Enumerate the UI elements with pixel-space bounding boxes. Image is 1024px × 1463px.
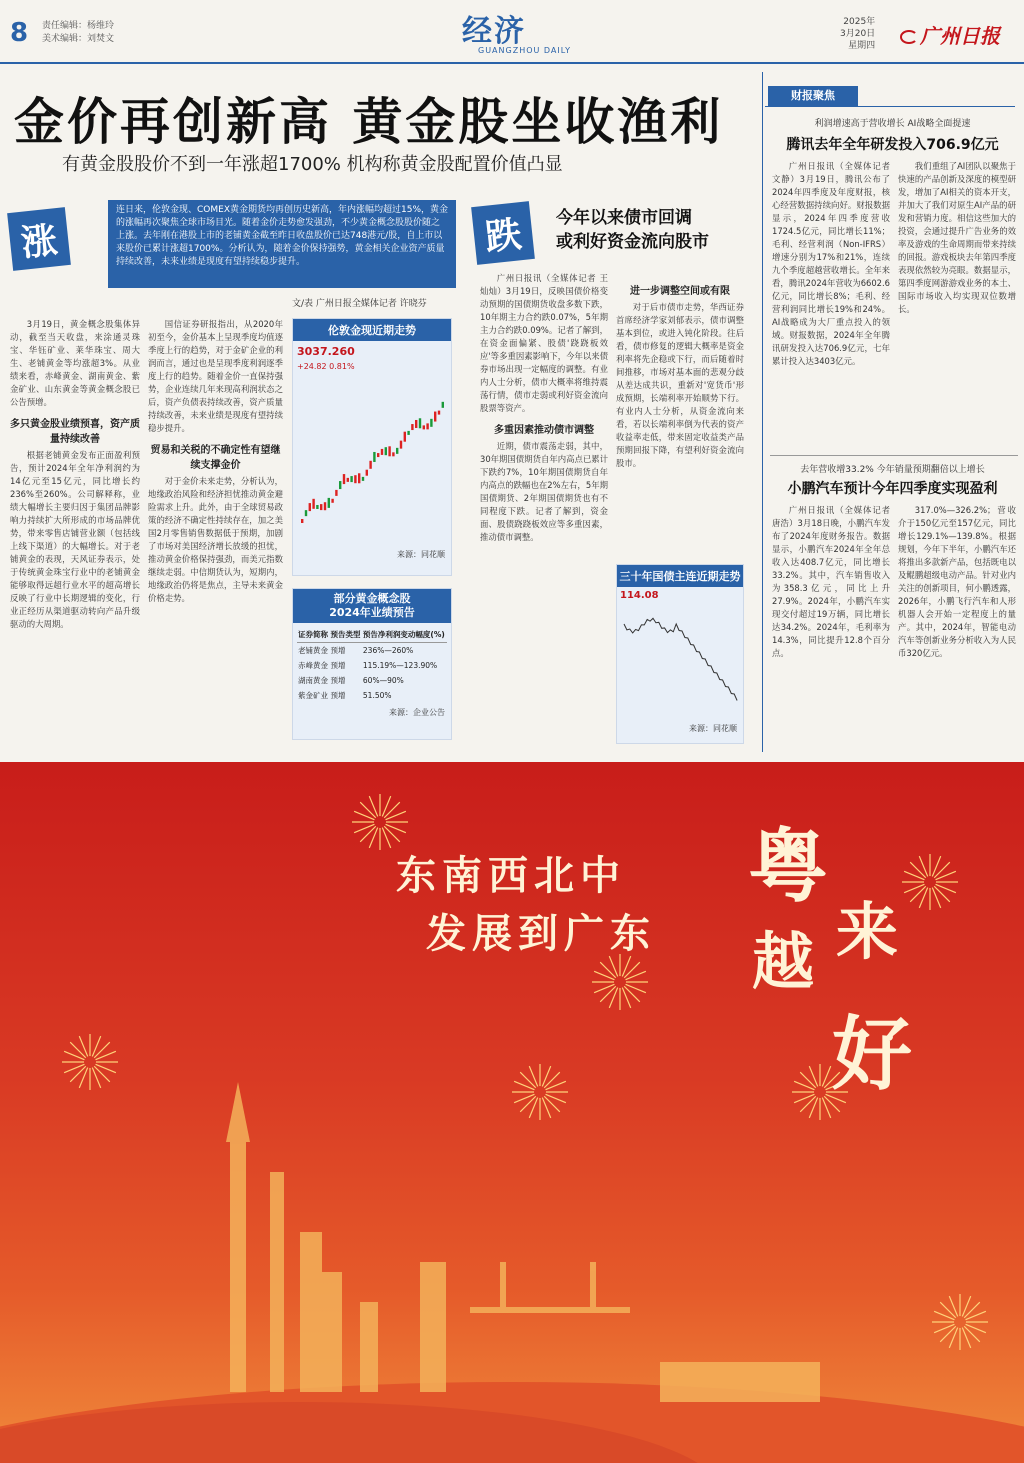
table-header: 证券简称 [297, 627, 329, 643]
firework-ray [622, 988, 630, 1008]
header-rule [0, 62, 1024, 64]
firework-ray [520, 1096, 536, 1112]
fall-title-line: 今年以来债市回调 [556, 208, 692, 228]
table-cell: 紫金矿业 [298, 691, 328, 700]
table-row [297, 688, 447, 703]
firework-ray [962, 1328, 970, 1348]
candlestick [423, 425, 425, 429]
page-number: 8 [10, 18, 29, 48]
fall-title [556, 206, 709, 254]
paragraph: 国信证券研报指出，从2020年初至今，金价基本上呈现季度均值逐季度上行的趋势，对于金矿企业的利润而言，通过也是呈现季度利润逐季度上行的趋势。随着金价一直保持强势，企业连续几年来现高利润状态之后，资产负债表持续改善，资产质量持续改善，未来业绩是现度有望持续稳步提升。 [148, 319, 283, 433]
story1-kicker: 利润增速高于营收增长 AI战略全面提速 [814, 119, 971, 129]
banner-char-yue: 粤 [748, 819, 828, 913]
banner-line-2: 发展到广东 [426, 910, 656, 957]
firework-ray [369, 796, 377, 816]
section-title: 经济 [462, 14, 526, 49]
firework-ray [384, 826, 400, 842]
firework-ray [910, 886, 926, 902]
table-cell: 60%—90% [362, 676, 404, 685]
candlestick [373, 452, 375, 462]
table-cell: 赤峰黄金 [298, 661, 328, 670]
candlestick [407, 431, 409, 435]
subheading: 多只黄金股业绩预喜，资产质量持续改善 [10, 419, 140, 445]
firework-ray [934, 862, 950, 878]
firework-ray [79, 1068, 87, 1088]
firework-ray [520, 1072, 536, 1088]
firework-ray [949, 1296, 957, 1316]
candlestick [369, 461, 371, 469]
paragraph: 广州日报讯（全媒体记者 文静）3月19日，腾讯公布了2024年四季度及年度财报，核心经营数据持续向好。财报数据显示，2024年四季度营收1724.5亿元，同比增长11%；毛利、经营利润（Non-IFRS）增速分别为17%和21%，连续九个季度超越营收增长。全年来看，腾讯2024年营收为6602.6亿元，同比增长8%；毛利、经营利润同比增长19%和24%。AI战略成为大厂重点投入的领域。财报数据，2024年全年腾讯研发投入达706.9亿元，七年累计投入达3403亿元。 [772, 161, 890, 366]
firework-ray [92, 1036, 100, 1056]
firework-ray [964, 1302, 980, 1318]
gold-price: 3037.260 [297, 345, 355, 358]
fall-column-2 [616, 276, 744, 556]
candlestick [312, 499, 314, 509]
firework-ray [964, 1326, 980, 1342]
firework-ray [966, 1311, 986, 1319]
candlestick [343, 474, 345, 484]
firework-ray [822, 1066, 830, 1086]
firework-ray [962, 1296, 970, 1316]
date-weekday: 星期四 [848, 41, 876, 51]
firework-ray [940, 1326, 956, 1342]
candlestick [309, 503, 311, 511]
firework-ray [934, 1311, 954, 1319]
paragraph: 对于后市债市走势，华西证券首席经济学家刘郁表示，债市调整基本到位，或进入钝化阶段。往后看，债市修复的逻辑大概率是资金利率将先企稳或下行，而后随着时间推移，市场对基本面的悲观分歧从差达成共识，重新对'宽货币'形成预期，长端利率开始顺势下行。有业内人士分析，从资金流向来看，若以长端利率倒为代表的资产收益率走低，带来固定收益类产品预期回报下降，有望利好资金流向股市。 [616, 302, 744, 468]
table-cell: 老铺黄金 [298, 646, 328, 655]
promo-banner [0, 762, 1024, 1463]
firework-ray [626, 971, 646, 979]
firework-ray [932, 888, 940, 908]
firework-ray [809, 1098, 817, 1118]
candlestick [411, 424, 413, 430]
table-cell: 预增 [330, 646, 346, 655]
candlestick [392, 452, 394, 456]
date-year: 2025年 [843, 17, 876, 27]
table-title [293, 589, 451, 623]
firework-ray [386, 811, 406, 819]
candlestick [396, 448, 398, 454]
gold-change: +24.82 0.81% [297, 362, 355, 371]
firework-ray [386, 824, 406, 832]
firework-ray [354, 824, 374, 832]
firework-ray [79, 1036, 87, 1056]
rise-lead: 连日来，伦敦金现、COMEX黄金期货均再创历史新高，年内涨幅均超过15%，黄金的涨幅再次聚焦全球市场目光。随着金价走势愈发强劲，不少黄金概念股股价随之上涨。去年刚在港股上市的老铺黄金截至昨日收盘股价已达748港元/股，自上市以来股价已累计涨超1700%。分析认为，随着金价保持强势，黄金相关企业资产质量持续改善，未来业绩是现度有望持续稳步提升。 [108, 200, 456, 288]
fall-badge: 跌 [471, 201, 535, 265]
rise-column-2 [148, 318, 283, 758]
rise-column-1 [10, 318, 140, 758]
paragraph: 近期，债市震荡走弱，其中，30年期国债期货自年内高点已累计下跌约7%，10年期国债期货自年内高点的跌幅也在2%左右，5年期国债期货、2年期国债期货也有不同程度下跌。记者了解到，资金面、股债跷跷板效应等多重因素，推动债市调整。 [480, 441, 608, 542]
firework-ray [70, 1066, 86, 1082]
table-title-line: 2024年业绩预告 [329, 606, 415, 619]
table-cell: 预增 [330, 691, 346, 700]
firework-ray [594, 984, 614, 992]
sidebar-rule [765, 106, 1015, 107]
firework-ray [940, 1302, 956, 1318]
gold-chart-title: 伦敦金现近期走势 [293, 319, 451, 341]
newspaper-logo [900, 20, 1000, 49]
candlestick [331, 499, 333, 503]
table-row [297, 658, 447, 673]
candlestick [442, 402, 444, 408]
editor-line: 责任编辑：杨维玲 [42, 21, 115, 31]
firework-ray [600, 962, 616, 978]
main-headline: 金价再创新高 黄金股坐收渔利 [14, 92, 724, 151]
firework-ray [514, 1081, 534, 1089]
candlestick [324, 502, 326, 510]
firework-ray [96, 1064, 116, 1072]
issue-date [840, 16, 875, 52]
bond-chart-source: 来源：同花顺 [689, 724, 737, 733]
banner-line-1: 东南西北中 [396, 852, 626, 899]
firework-ray [794, 1094, 814, 1102]
story2-title: 小鹏汽车预计今年四季度实现盈利 [787, 481, 998, 497]
candlestick [385, 447, 387, 455]
firework-ray [949, 1328, 957, 1348]
candlestick [347, 478, 349, 482]
editor-credits [42, 20, 114, 46]
firework-ray [94, 1042, 110, 1058]
candlestick [419, 418, 421, 428]
bond-price: 114.08 [620, 590, 659, 601]
candlestick [430, 419, 432, 427]
candlestick [305, 510, 307, 516]
firework-ray [360, 826, 376, 842]
firework-ray [932, 856, 940, 876]
candlestick [301, 519, 303, 523]
subheading: 多重因素推动债市调整 [494, 425, 594, 436]
table-cell: 湖南黄金 [298, 676, 328, 685]
candlestick [362, 477, 364, 481]
firework-ray [542, 1098, 550, 1118]
sidebar-tag: 财报聚焦 [768, 86, 858, 106]
candlestick [381, 449, 383, 455]
candlestick [328, 498, 330, 508]
firework-ray [624, 962, 640, 978]
candlestick [438, 411, 440, 415]
firework-ray [800, 1096, 816, 1112]
candlestick [354, 475, 356, 483]
story1-title: 腾讯去年全年研发投入706.9亿元 [786, 137, 999, 153]
earnings-table [297, 627, 447, 703]
firework-ray [600, 986, 616, 1002]
date-day: 3月20日 [840, 29, 876, 39]
firework-ray [94, 1066, 110, 1082]
paragraph: 广州日报讯（全媒体记者 王灿灿）3月19日，反映国债价格变动预期的国债期货收盘多数下跌，10年期主力合约跌0.07%，5年期主力合约跌0.09%。记者了解到，在资金面偏紧、股债'跷跷板效应'等多重因素影响下，今年以来债券市场出现一定幅度的调整。有业内人士分析，债市大概率将维持震荡行情，债市走弱或利好资金流向股票等资产。 [480, 273, 608, 413]
firework-ray [966, 1324, 986, 1332]
banner-char-hao: 好 [832, 1007, 912, 1101]
candlestick [388, 446, 390, 456]
subheading: 进一步调整空间或有限 [630, 286, 730, 297]
candlestick [335, 490, 337, 496]
story2-column-2 [898, 504, 1016, 744]
firework-ray [360, 802, 376, 818]
firework-ray [822, 1098, 830, 1118]
firework-ray [609, 988, 617, 1008]
candlestick [316, 505, 318, 509]
firework-ray [546, 1081, 566, 1089]
candlestick [400, 441, 402, 449]
firework-ray [919, 888, 927, 908]
firework-ray [544, 1096, 560, 1112]
fall-title-line: 或利好资金流向股市 [556, 232, 709, 252]
firework-ray [904, 884, 924, 892]
firework-ray [919, 856, 927, 876]
firework-ray [626, 984, 646, 992]
table-header: 预告类型 [329, 627, 361, 643]
logo-text: 广州日报 [920, 24, 1000, 48]
candlestick [404, 432, 406, 442]
story-divider [770, 455, 1018, 456]
table-row [297, 643, 447, 659]
firework-ray [384, 802, 400, 818]
candlestick [377, 453, 379, 457]
firework-ray [624, 986, 640, 1002]
logo-swoosh-icon [900, 30, 918, 44]
table-title-line: 部分黄金概念股 [333, 592, 411, 605]
section-title-en: GUANGZHOU DAILY [478, 46, 572, 55]
sidebar-divider [762, 72, 763, 752]
paragraph: 我们重组了AI团队以聚焦于快速的产品创新及深度的模型研发，增加了AI相关的资本开支，并加大了我们对原生AI产品的研发和营销力度。相信这些加大的投资，会通过提升广告业务的效率及游戏的生命周期而带来持续的回报。游戏板块去年第四季度表现依然较为亮眼。数据显示，第四季度网游游戏业务的本土、国际市场收入均实现双位数增长。 [898, 161, 1016, 314]
story1-column-1 [772, 160, 890, 450]
paragraph: 317.0%—326.2%；营收介于150亿元至157亿元，同比增长129.1%—139.8%。根据规划，今年下半年，小鹏汽车还将推出多款新产品，包括既电以及鲲鹏超级电动产品。针对业内关注的创新项目，何小鹏透露，2026年，小鹏飞行汽车和人形机器人会开始一定程度上的量产。其中，2024年，智能电动汽车等创新业务分析收入为人民币320亿元。 [898, 505, 1016, 658]
firework-ray [96, 1051, 116, 1059]
firework-ray [809, 1066, 817, 1086]
banner-char-yue2: 越 [752, 925, 815, 998]
candlestick [320, 504, 322, 510]
candlestick [415, 420, 417, 428]
firework-ray [529, 1098, 537, 1118]
firework-ray [904, 871, 924, 879]
firework-ray [382, 828, 390, 848]
table-cell: 236%—260% [362, 646, 414, 655]
candlestick [366, 470, 368, 476]
table-cell: 51.50% [362, 691, 392, 700]
firework-ray [800, 1072, 816, 1088]
table-row [297, 673, 447, 688]
bond-chart-title: 三十年国债主连近期走势 [617, 565, 743, 587]
paragraph: 根据老铺黄金发布正面盈利预告，预计2024年全年净利润约为14亿元至15亿元，同比增长约236%至260%。公司解释称，业绩大幅增长主要归因于集团品牌影响力持续扩大所形成的市场品牌优势，带来零售店铺营业额（包括线上线下渠道）的大幅增长。对于老铺黄金的表现，天风证券表示，处于传统黄金珠宝行业中的老铺黄金能够取得远超行业水平的超高增长反映了行业中长期逻辑的变化，行业正经历从渠道驱动转向产品升级驱动的大周期。 [10, 450, 140, 629]
candlestick [350, 476, 352, 482]
firework-ray [64, 1064, 84, 1072]
earnings-table-box [292, 588, 452, 740]
table-cell: 预增 [330, 661, 346, 670]
firework-ray [382, 796, 390, 816]
byline: 文/表 广州日报全媒体记者 许晓芬 [292, 299, 427, 309]
table-source: 来源：企业公告 [389, 708, 445, 717]
paragraph: 对于金价未来走势，分析认为，地缘政治风险和经济担忧推动黄金避险需求上升。此外，由于全球贸易政策的经济不确定性持续存在，加之美国2月零售销售数据低于预期，加剧了市场对美国经济增长放缓的担忧，推动黄金价格保持强劲，而美元指数继续走弱。中信期货认为，短期内，地缘政治仍将是焦点，主导未来黄金价格走势。 [148, 476, 283, 603]
firework-ray [544, 1072, 560, 1088]
firework-ray [936, 871, 956, 879]
subheading: 贸易和关税的不确定性有望继续支撑金价 [150, 445, 281, 471]
gold-chart-source: 来源：同花顺 [397, 550, 445, 559]
firework-ray [354, 811, 374, 819]
bond-chart-panel [616, 564, 744, 744]
candlestick [426, 423, 428, 429]
firework-ray [92, 1068, 100, 1088]
bond-line-chart [620, 604, 740, 719]
story2-kicker: 去年营收增33.2% 今年销量预期翻倍以上增长 [800, 465, 985, 475]
firework-ray [546, 1094, 566, 1102]
candlestick [358, 473, 360, 483]
firework-ray [609, 956, 617, 976]
table-cell: 预增 [330, 676, 346, 685]
firework-ray [594, 971, 614, 979]
firework-ray [529, 1066, 537, 1086]
firework-ray [70, 1042, 86, 1058]
firework-ray [794, 1081, 814, 1089]
rise-badge: 涨 [7, 207, 71, 271]
firework-ray [64, 1051, 84, 1059]
firework-ray [369, 828, 377, 848]
firework-ray [542, 1066, 550, 1086]
firework-ray [910, 862, 926, 878]
paragraph: 广州日报讯（全媒体记者 唐浩）3月18日晚，小鹏汽车发布了2024年度财务报告。数据显示，小鹏汽车2024年全年总收入达408.7亿元，同比增长33.2%。其中，汽车销售收入为358.3亿元，同比上升27.9%。2024年，小鹏汽车实现交付超过19万辆，同比增长达34.2%。2024年，毛利率为14.3%，同比提升12.8个百分点。 [772, 505, 890, 658]
fall-column-1 [480, 272, 608, 742]
table-header: 预告净利润变动幅度(%) [362, 627, 447, 643]
firework-ray [936, 884, 956, 892]
main-subhead: 有黄金股股价不到一年涨超1700% 机构称黄金股配置价值凸显 [62, 154, 563, 175]
table-cell: 115.19%—123.90% [362, 661, 438, 670]
firework-ray [934, 886, 950, 902]
firework-ray [622, 956, 630, 976]
paragraph: 3月19日，黄金概念股集体异动，截至当天收盘，来涂通灵珠宝、华钰矿业、莱华珠宝、周大生、老铺黄金等均涨超3%。从业绩来看，赤峰黄金、湖南黄金、紫金矿业、山东黄金等黄金概念股已公告预增。 [10, 319, 140, 407]
story1-column-2 [898, 160, 1016, 450]
gold-chart-panel [292, 318, 452, 576]
gold-candlestick-chart [297, 373, 447, 543]
editor-line: 美术编辑：刘焚文 [42, 34, 115, 44]
firework-ray [514, 1094, 534, 1102]
firework-ray [934, 1324, 954, 1332]
candlestick [434, 412, 436, 422]
story2-column-1 [772, 504, 890, 744]
banner-char-lai: 来 [836, 895, 899, 968]
candlestick [339, 481, 341, 489]
